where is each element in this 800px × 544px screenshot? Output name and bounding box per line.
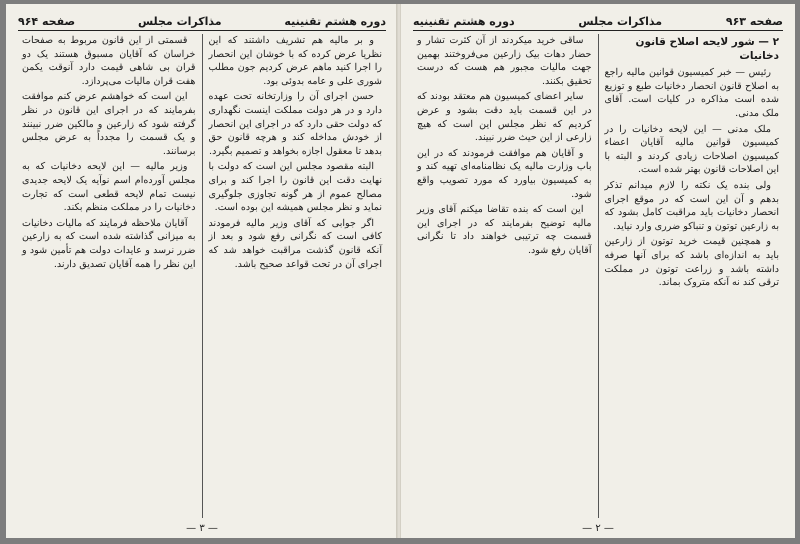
left-page-column-left bbox=[16, 34, 203, 518]
left-page bbox=[6, 4, 399, 538]
paragraph: سایر اعضای کمیسیون هم معتقد بودند که در این قسمت باید دقت بشود و عرض کردیم که نظر مجلس این است که هیچ زارعی از این حیث ضرر نبیند. bbox=[417, 91, 592, 144]
left-page-title: مذاکرات مجلس bbox=[137, 15, 222, 28]
right-page-column-right bbox=[599, 34, 786, 518]
paragraph: این است که بنده تقاضا میکنم آقای وزیر مالیه توضیح بفرمایند که در اجرای این قسمت چه ترتیبی خواهند داد تا نگرانی آقایان رفع شود. bbox=[417, 204, 592, 256]
paragraph: و همچنین قیمت خرید توتون از زارعین باید به اندازه‌ای باشد که برای آنها صرفه داشته باشد و زراعت توتون در مملکت ترقی کند نه آنکه متروک بماند. bbox=[604, 236, 779, 289]
right-page-footer: — ۲ — bbox=[582, 523, 614, 534]
paragraph: قسمتی از این قانون مربوط به صفحات خراسان که آقایان مسبوق هستند یک دو قران بی شاهی قیمت دارد آنوقت یکمن هفت قران مالیات می‌پردازد. bbox=[22, 35, 196, 87]
right-page bbox=[400, 4, 795, 538]
left-page-number: صفحه ۹۶۴ bbox=[18, 15, 76, 28]
paragraph: حسن اجرای آن را وزارتخانه تحت عهده دارد و در هر دولت مملکت اینست نگهداری که دولت حقی دارد که در اجرای این انحصار از خودش مداخله کند و هرچه قانون حق بدهد تا معقول اجازه بخواهد و تصمیم بگیرد. bbox=[208, 91, 382, 157]
paragraph: البته مقصود مجلس این است که دولت با نهایت دقت این قانون را اجرا کند و برای مصالح عموم از هر گونه تجاوزی جلوگیری نماید و نظر مجلس همیشه این بوده است. bbox=[208, 161, 382, 214]
left-page-columns bbox=[16, 34, 388, 518]
left-page-header bbox=[18, 10, 386, 31]
paragraph: اگر جوابی که آقای وزیر مالیه فرمودند کافی است که نگرانی رفع شود و بعد از آنکه قانون گذشت مراقبت خواهد شد که اجرای آن در تحت قواعد صحیح باشد. bbox=[208, 217, 382, 270]
paragraph: و آقایان هم موافقت فرمودند که در این باب وزارت مالیه یک نظامنامه‌ای تهیه کند و به کمیسیون بیاورد که مورد تصویب واقع شود. bbox=[417, 147, 592, 200]
right-page-column-left bbox=[411, 34, 599, 518]
right-page-title: مذاکرات مجلس bbox=[578, 15, 663, 28]
left-page-column-right bbox=[203, 34, 389, 518]
left-page-footer: — ۳ — bbox=[186, 523, 218, 534]
paragraph: و بر مالیه هم تشریف داشتند که این نظریا عرض کرده که با خوشان این انحصار را اجرا کنید ماهم عرض کردیم جون مطلب شوری علی و عامه بدوئی بود. bbox=[208, 35, 382, 87]
right-page-header bbox=[413, 10, 783, 31]
paragraph: رئیس — خبر کمیسیون قوانین مالیه راجع به اصلاح قانون انحصار دخانیات طبع و توزیع شده است مذاکره در کلیات است. آقای ملک مدنی. bbox=[604, 67, 779, 119]
right-page-number: صفحه ۹۶۳ bbox=[725, 15, 783, 28]
paragraph: ساقی خرید میکردند از آن کثرت تشار و حضار دهات بیک زارعین می‌فروختند بهمین جهت مالیات مجبور هم هست که درست تحقیق بکنند. bbox=[417, 35, 592, 87]
section-title: ۲ — شور لایحه اصلاح قانون دخانیات bbox=[635, 36, 779, 62]
right-page-session: دوره هشتم تقنینیه bbox=[413, 15, 515, 28]
paragraph: ولی بنده یک نکته را لازم میدانم تذکر بدهم و آن این است که در موقع اجرای انحصار دخانیات باید مراقبت کامل بشود که به زارعین توتون و تنباکو ضرری وارد نیاید. bbox=[604, 179, 779, 232]
paragraph: این است که خواهشم عرض کنم موافقت بفرمایند که در اجرای این قانون در نظر گرفته شود که زارعین و مالکین ضرر نبینند و یک قسمت را مجدداً به عرض مجلس برسانند. bbox=[22, 91, 196, 157]
paragraph: ملک مدنی — این لایحه دخانیات را در کمیسیون قوانین مالیه آقایان اعضاء کمیسیون اصلاحات زیادی کردند و البته با این اصلاحات قانون بهتر شده است. bbox=[604, 123, 779, 176]
right-page-columns bbox=[411, 34, 785, 518]
left-page-session: دوره هشتم تقنینیه bbox=[284, 15, 386, 28]
paragraph: وزیر مالیه — این لایحه دخانیات که به مجلس آورده‌ام اسم نوآیه یک لایحه جدیدی نیست تمام لایحه قطعی است که تجارت دخانیات را در مملکت منظم بکند. bbox=[22, 161, 196, 214]
paragraph: آقایان ملاحظه فرمایند که مالیات دخانیات به میزانی گذاشته شده است که به زارعین ضرر نرسد و عایدات دولت هم تأمین شود و این نظر را همه آقایان تصدیق دارند. bbox=[22, 217, 196, 270]
